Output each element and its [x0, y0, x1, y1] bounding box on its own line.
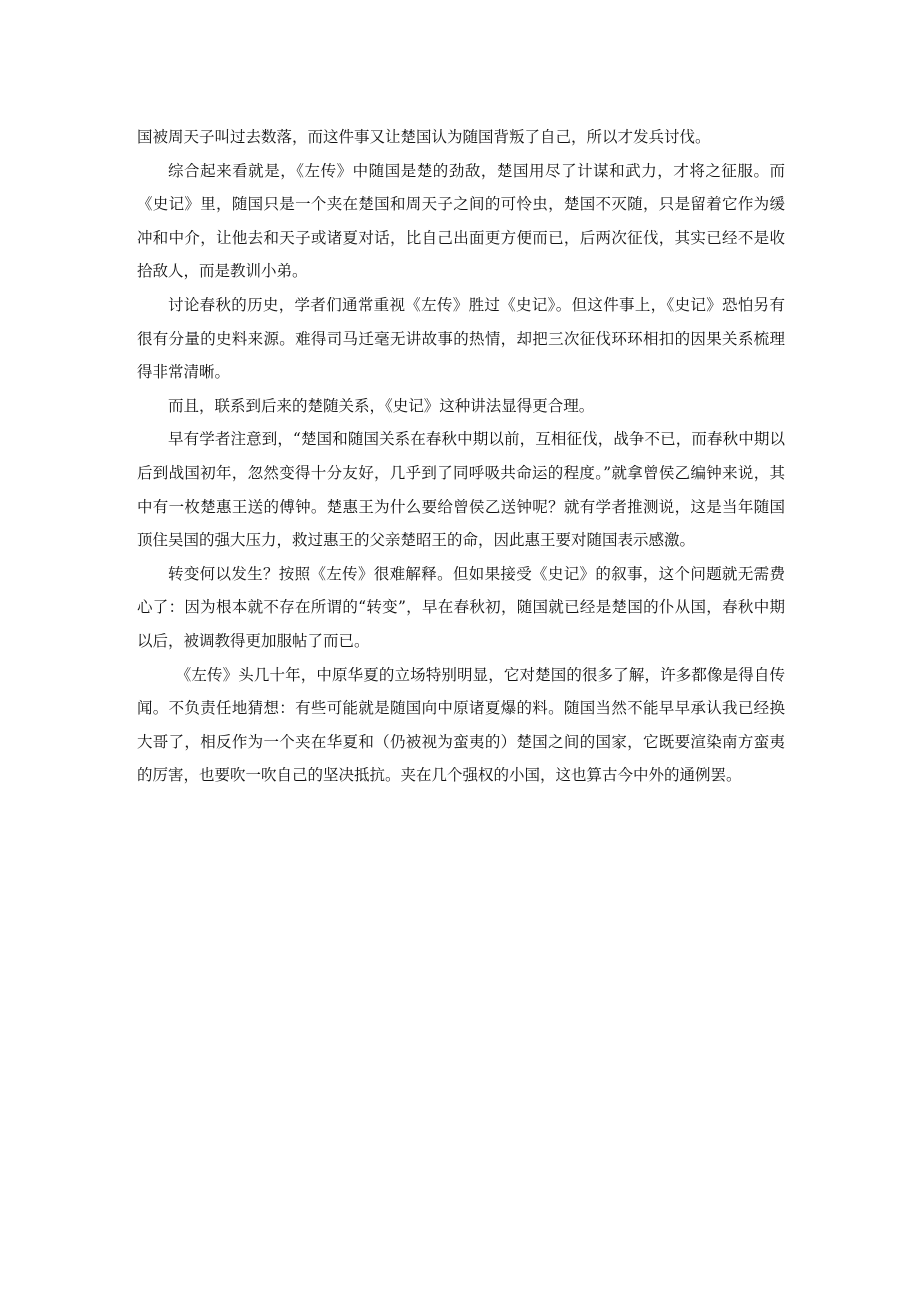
paragraph-relations: 而且，联系到后来的楚随关系，《史记》这种讲法显得更合理。 [168, 396, 595, 415]
document-page [137, 121, 785, 793]
paragraph-scholars: 早有学者注意到，“楚国和随国关系在春秋中期以前，互相征伐，战争不已，而春秋中期以后到战国初年，忽然变得十分友好，几乎到了同呼吸共命运的程度。”就拿曾侯乙编钟来说，其中有一枚楚惠王送的傅钟。楚惠王为什么要给曾侯乙送钟呢？就有学者推测说，这是当年随国顶住吴国的强大压力，救过惠王的父亲楚昭王的命，因此惠王要对随国表示感激。 [137, 430, 785, 550]
paragraph-summary: 综合起来看就是，《左传》中随国是楚的劲敌，楚国用尽了计谋和武力，才将之征服。而《史记》里，随国只是一个夹在楚国和周天子之间的可怜虫，楚国不灭随，只是留着它作为缓冲和中介，让他去和天子或诸夏对话，比自己出面更方便而已，后两次征伐，其实已经不是收拾敌人，而是教训小弟。 [137, 161, 785, 281]
paragraph-zuozhuan: 《左传》头几十年，中原华夏的立场特别明显，它对楚国的很多了解，许多都像是得自传闻。不负责任地猜想：有些可能就是随国向中原诸夏爆的料。随国当然不能早早承认我已经换大哥了，相反作为一个夹在华夏和（仍被视为蛮夷的）楚国之间的国家，它既要渲染南方蛮夷的厉害，也要吹一吹自己的坚决抵抗。夹在几个强权的小国，这也算古今中外的通例罢。 [137, 665, 785, 785]
paragraph-transition: 转变何以发生？按照《左传》很难解释。但如果接受《史记》的叙事，这个问题就无需费心了：因为根本就不存在所谓的“转变”，早在春秋初，随国就已经是楚国的仆从国，春秋中期以后，被调教得更加服帖了而已。 [137, 564, 785, 650]
paragraph-sources: 讨论春秋的历史，学者们通常重视《左传》胜过《史记》。但这件事上，《史记》恐怕另有很有分量的史料来源。难得司马迁毫无讲故事的热情，却把三次征伐环环相扣的因果关系梳理得非常清晰。 [137, 295, 785, 382]
paragraph-continuation: 国被周天子叫过去数落，而这件事又让楚国认为随国背叛了自己，所以才发兵讨伐。 [137, 128, 711, 146]
